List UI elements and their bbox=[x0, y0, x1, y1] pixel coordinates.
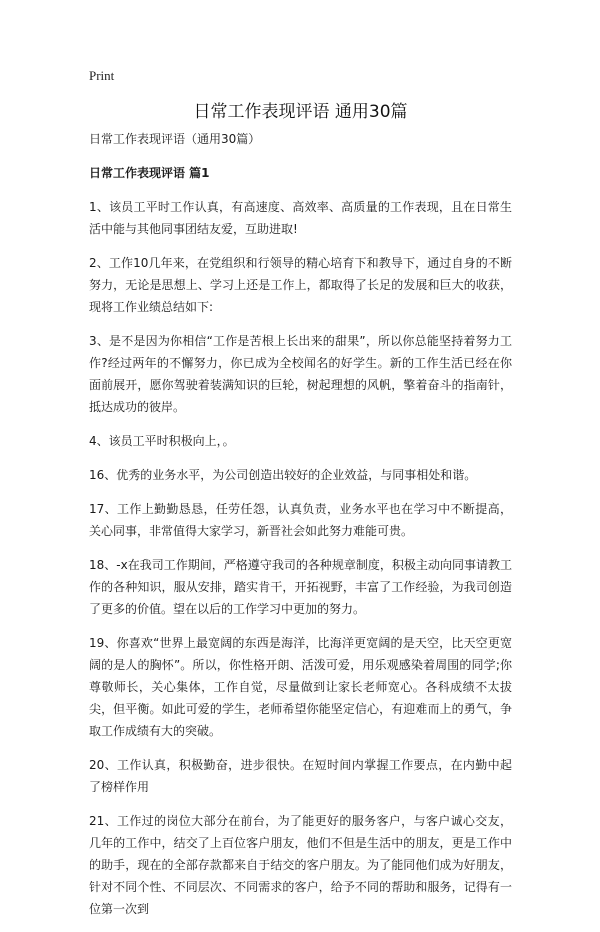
document-body bbox=[89, 128, 512, 932]
paragraph: 16、优秀的业务水平，为公司创造出较好的企业效益，与同事相处和谐。 bbox=[89, 468, 477, 482]
paragraph: 18、-x在我司工作期间，严格遵守我司的各种规章制度，积极主动向同事请教工作的各种知识，服从安排，踏实肯干，开拓视野，丰富了工作经验，为我司创造了更多的价值。望在以后的工作学习中更加的努力。 bbox=[89, 558, 512, 616]
paragraph: 19、你喜欢“世界上最宽阔的东西是海洋，比海洋更宽阔的是天空，比天空更宽阔的是人的胸怀”。所以，你性格开朗、活泼可爱，用乐观感染着周围的同学;你尊敬师长，关心集体，工作自觉，尽量做到让家长老师宽心。各科成绩不太拔尖，但平衡。如此可爱的学生，老师希望你能坚定信心，有迎难而上的勇气，争取工作成绩有大的突破。 bbox=[89, 636, 512, 738]
paragraph: 21、工作过的岗位大部分在前台，为了能更好的服务客户，与客户诚心交友，几年的工作中，结交了上百位客户朋友，他们不但是生活中的朋友，更是工作中的助手，现在的全部存款都来自于结交的客户朋友。为了能同他们成为好朋友，针对不同个性、不同层次、不同需求的客户，给予不同的帮助和服务，记得有一位第一次到 bbox=[89, 814, 512, 916]
section-heading: 日常工作表现评语 篇1 bbox=[89, 166, 210, 180]
document-subtitle: 日常工作表现评语（通用30篇） bbox=[89, 132, 261, 146]
paragraph: 1、该员工平时工作认真，有高速度、高效率、高质量的工作表现，且在日常生活中能与其他同事团结友爱，互助进取! bbox=[89, 200, 512, 236]
print-link[interactable]: Print bbox=[89, 68, 115, 83]
paragraph: 2、工作10几年来，在党组织和行领导的精心培育下和教导下，通过自身的不断努力，无论是思想上、学习上还是工作上，都取得了长足的发展和巨大的收获，现将工作业绩总结如下: bbox=[89, 256, 512, 314]
paragraph: 17、工作上勤勤恳恳，任劳任怨，认真负责，业务水平也在学习中不断提高，关心同事，非常值得大家学习，新晋社会如此努力难能可贵。 bbox=[89, 502, 512, 538]
page-title: 日常工作表现评语 通用30篇 bbox=[193, 102, 408, 122]
paragraph: 3、是不是因为你相信“工作是苦根上长出来的甜果”，所以你总能坚持着努力工作?经过两年的不懈努力，你已成为全校闻名的好学生。新的工作生活已经在你面前展开，愿你驾驶着装满知识的巨轮，树起理想的风帆，擎着奋斗的指南针，抵达成功的彼岸。 bbox=[89, 334, 512, 414]
paragraph: 20、工作认真，积极勤奋，进步很快。在短时间内掌握工作要点，在内勤中起了榜样作用 bbox=[89, 758, 512, 794]
paragraph: 4、该员工平时积极向上，。 bbox=[89, 434, 235, 448]
